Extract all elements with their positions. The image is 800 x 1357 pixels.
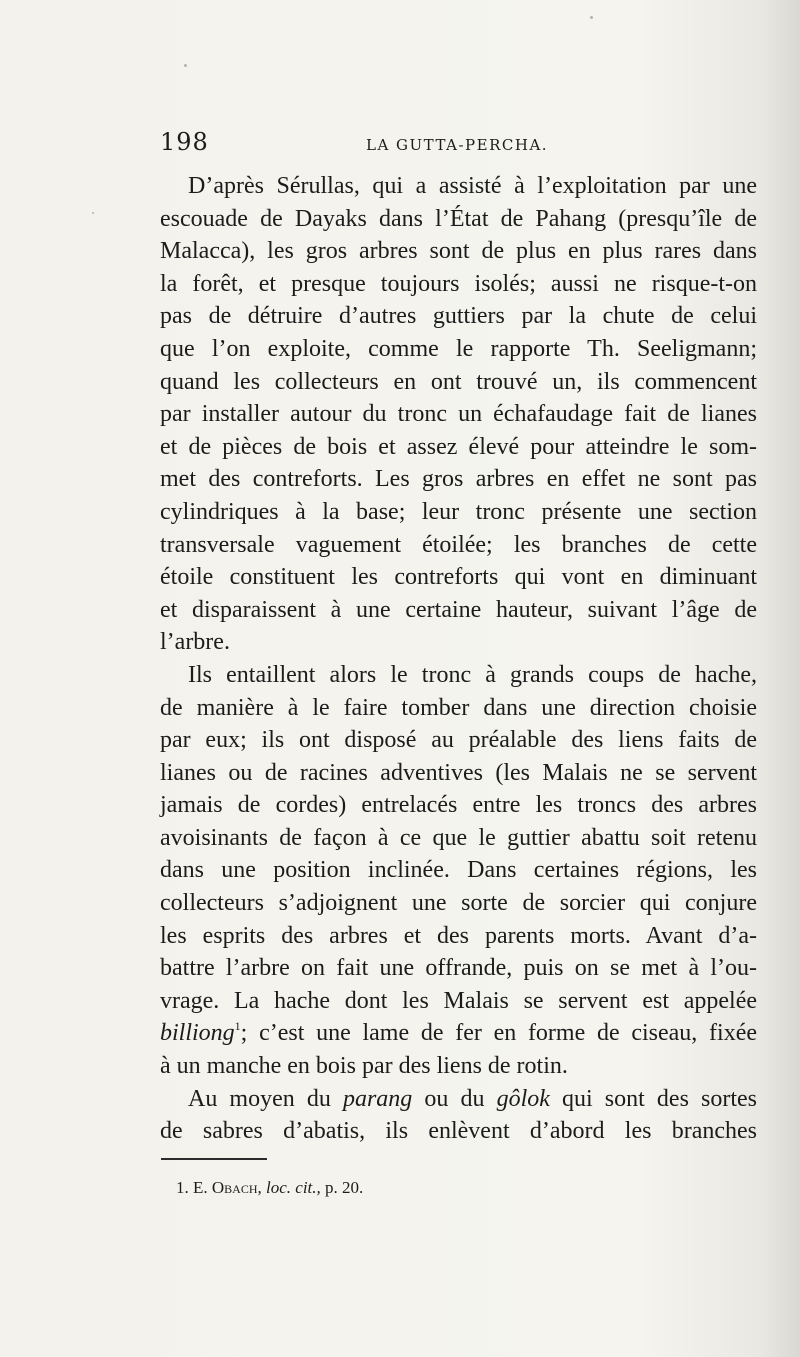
term-golok: gôlok bbox=[496, 1085, 550, 1112]
ink-speck bbox=[184, 64, 187, 67]
text-line: escouade de Dayaks dans l’État de Pahang (presqu’île de bbox=[160, 205, 757, 232]
text-line: avoisinants de façon à ce que le guttier abattu soit retenu bbox=[160, 824, 757, 851]
page-header bbox=[160, 128, 756, 162]
running-head: LA GUTTA-PERCHA. bbox=[366, 136, 549, 154]
text-line: de manière à le faire tomber dans une direction choisie bbox=[160, 694, 757, 721]
text-line: et disparaissent à une certaine hauteur, suivant l’âge de bbox=[160, 596, 757, 623]
text-line: par eux; ils ont disposé au préalable des liens faits de bbox=[160, 727, 757, 754]
text-line: pas de détruire d’autres guttiers par la chute de celui bbox=[160, 303, 757, 330]
footnote-author-initial: E. bbox=[193, 1178, 208, 1197]
term-billiong: billiong bbox=[160, 1020, 235, 1047]
text-line-parang bbox=[160, 1083, 757, 1116]
text-line: dans une position inclinée. Dans certaines régions, les bbox=[160, 857, 757, 884]
text-line: de sabres d’abatis, ils enlèvent d’abord les branches bbox=[160, 1118, 757, 1145]
term-parang: parang bbox=[342, 1085, 413, 1112]
page-number: 198 bbox=[160, 128, 209, 156]
text-line: battre l’arbre on fait une offrande, puis on se met à l’ou- bbox=[160, 955, 757, 982]
text-line: étoile constituent les contreforts qui vont en diminuant bbox=[160, 564, 757, 591]
text-line: quand les collecteurs en ont trouvé un, ils commencent bbox=[160, 368, 757, 395]
text-line: vrage. La hache dont les Malais se servent est appelée bbox=[160, 987, 757, 1014]
text-line: collecteurs s’adjoignent une sorte de sorcier qui conjure bbox=[160, 890, 757, 917]
text-fragment: ou du bbox=[412, 1085, 497, 1112]
text-line: Ils entaillent alors le tronc à grands coups de hache, bbox=[188, 661, 757, 688]
text-line: met des contreforts. Les gros arbres en effet ne sont pas bbox=[160, 466, 757, 493]
text-fragment: Au moyen du bbox=[188, 1085, 343, 1112]
ink-speck bbox=[92, 212, 94, 214]
text-line: l’arbre. bbox=[160, 629, 230, 656]
ink-speck bbox=[590, 16, 593, 19]
text-line: D’après Sérullas, qui a assisté à l’exploitation par une bbox=[188, 173, 757, 199]
text-line-billiong bbox=[160, 1017, 757, 1050]
text-fragment: ; c’est une lame de fer en forme de ciseau, fixée bbox=[240, 1020, 757, 1047]
text-line: par installer autour du tronc un échafaudage fait de lianes bbox=[160, 401, 757, 428]
text-line: les esprits des arbres et des parents morts. Avant d’a- bbox=[160, 922, 757, 949]
text-line: que l’on exploite, comme le rapporte Th. Seeligmann; bbox=[160, 335, 757, 362]
footnote-marker: 1 bbox=[234, 1019, 241, 1034]
footnote-number: 1. bbox=[176, 1178, 189, 1197]
text-fragment: qui sont des sortes bbox=[549, 1085, 757, 1112]
text-line: à un manche en bois par des liens de rotin. bbox=[160, 1053, 568, 1080]
text-line: et de pièces de bois et assez élevé pour atteindre le som- bbox=[160, 433, 757, 460]
footnote bbox=[176, 1178, 363, 1198]
text-line: la forêt, et presque toujours isolés; aussi ne risque-t-on bbox=[160, 270, 757, 297]
footnote-page: p. 20. bbox=[325, 1178, 364, 1197]
footnote-citation: loc. cit., bbox=[266, 1178, 321, 1197]
footnote-rule bbox=[161, 1158, 267, 1160]
text-line: transversale vaguement étoilée; les branches de cette bbox=[160, 531, 757, 558]
footnote-author: Obach, bbox=[211, 1178, 262, 1197]
text-line: lianes ou de racines adventives (les Malais ne se servent bbox=[160, 759, 757, 786]
body-text bbox=[160, 170, 757, 1148]
text-line: Malacca), les gros arbres sont de plus en plus rares dans bbox=[160, 238, 757, 265]
text-line: cylindriques à la base; leur tronc présente une section bbox=[160, 498, 757, 525]
text-line: jamais de cordes) entrelacés entre les troncs des arbres bbox=[160, 792, 757, 819]
